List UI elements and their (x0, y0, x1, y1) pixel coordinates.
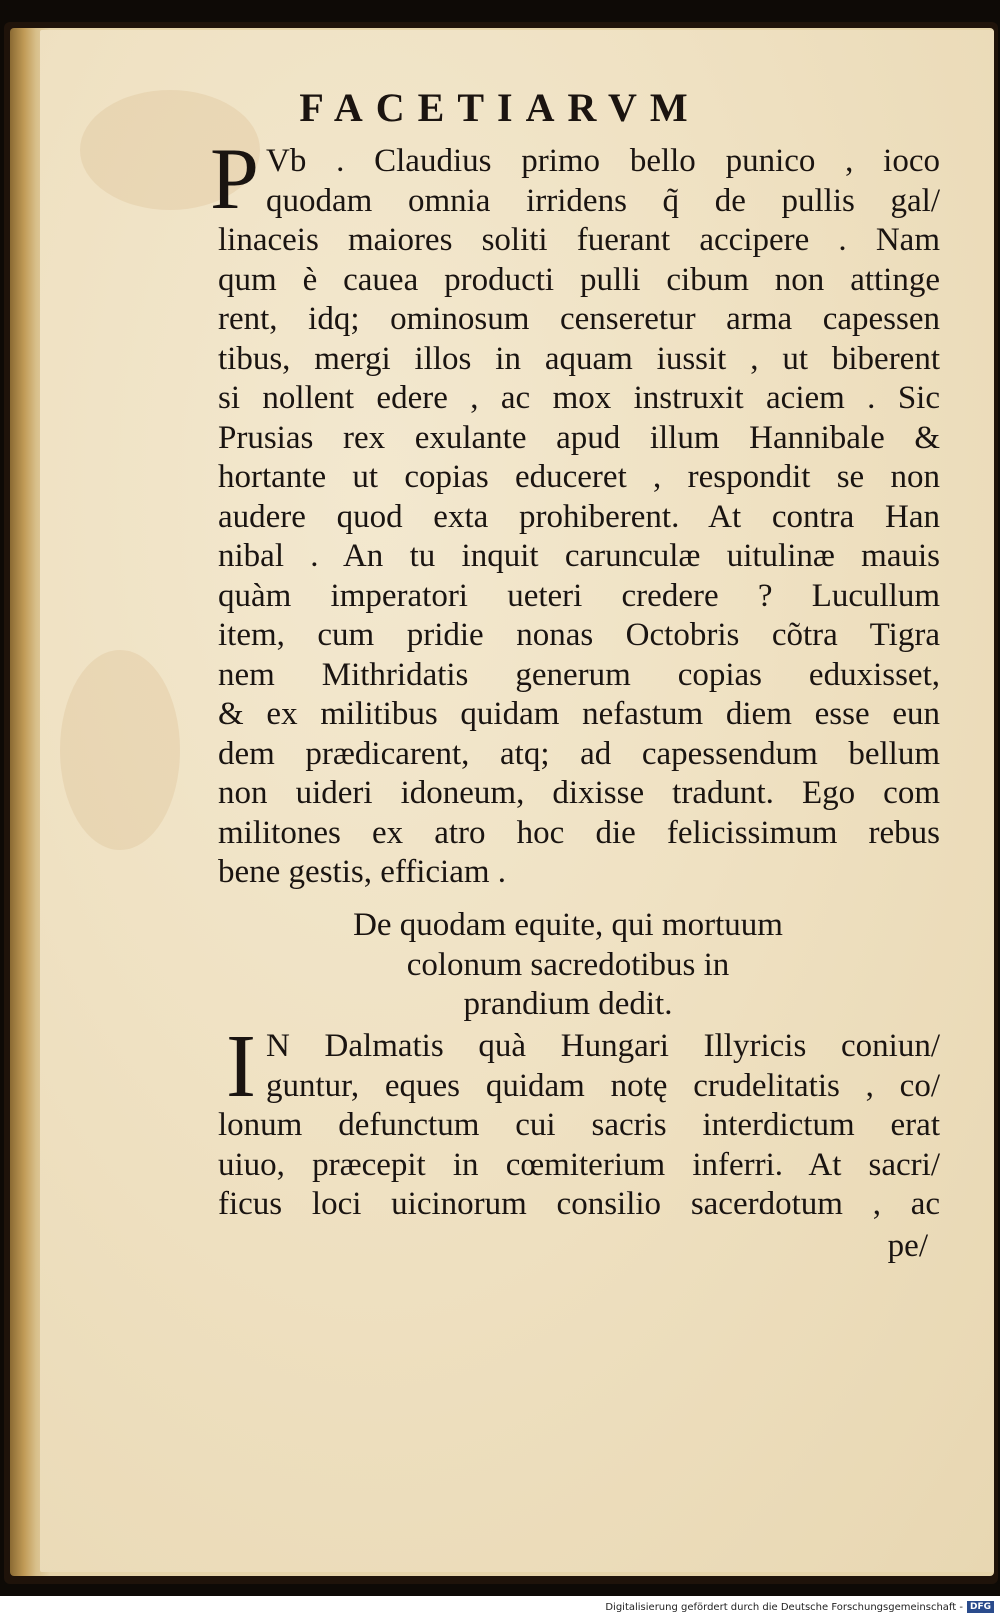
text-line: guntur, eques quidam notę crudelitatis , co/ (266, 1067, 940, 1104)
text-line: item, cum pridie nonas Octobris cõtra Tigra (218, 617, 940, 653)
text-line: bene gestis, efficiam . (218, 854, 507, 890)
drop-capital-p: P (210, 131, 259, 228)
text-line: ficus loci uicinorum consilio sacerdotum , ac (218, 1186, 940, 1222)
text-line: nem Mithridatis generum copias eduxisset, (218, 656, 940, 693)
footer-text: Digitalisierung gefördert durch die Deutsche Forschungsgemeinschaft - (605, 1601, 963, 1613)
digitization-footer (605, 1601, 994, 1613)
text-line: Vb . Claudius primo bello punico , ioco (266, 143, 940, 179)
text-line: audere quod exta prohiberent. At contra Han (218, 498, 940, 535)
text-line: rent, idq; ominosum censeretur arma capessen (218, 301, 940, 337)
section-heading (218, 906, 918, 1025)
text-line: quodam omnia irridens q̃ de pullis gal/ (266, 182, 940, 219)
text-line: militones ex atro hoc die felicissimum rebus (218, 814, 940, 851)
text-line: hortante ut copias educeret , respondit se non (218, 459, 940, 495)
text-line: uiuo, præcepit in cœmiterium inferri. At sacri/ (218, 1146, 940, 1183)
heading-line: prandium dedit. (463, 986, 673, 1022)
text-line: Prusias rex exulante apud illum Hannibale & (218, 419, 940, 456)
paragraph-2 (218, 1017, 940, 1225)
drop-capital-i: I (226, 1017, 256, 1116)
foxing-stain (60, 650, 180, 850)
heading-line: De quodam equite, qui mortuum (353, 907, 783, 943)
catchword: pe/ (887, 1228, 928, 1264)
heading-line: colonum sacredotibus in (406, 946, 730, 983)
text-line: tibus, mergi illos in aquam iussit , ut biberent (218, 340, 940, 377)
text-line: & ex militibus quidam nefastum diem esse eun (218, 696, 940, 732)
text-line: nibal . An tu inquit carunculæ uitulinæ mauis (218, 538, 940, 574)
text-line: si nollent edere , ac mox instruxit aciem . Sic (218, 380, 940, 416)
running-head: FACETIARVM (299, 85, 701, 130)
text-line: linaceis maiores soliti fuerant accipere . Nam (218, 222, 940, 258)
text-line: N Dalmatis quà Hungari Illyricis coniun/ (266, 1028, 940, 1064)
text-line: lonum defunctum cui sacris interdictum erat (218, 1107, 940, 1143)
paragraph-1 (218, 142, 940, 893)
dfg-logo[interactable]: DFG (967, 1601, 994, 1613)
text-line: qum è cauea producti pulli cibum non attinge (218, 261, 940, 298)
text-line: dem prædicarent, atq; ad capessendum bellum (218, 735, 940, 772)
text-line: non uideri idoneum, dixisse tradunt. Ego com (218, 775, 940, 811)
text-line: quàm imperatori ueteri credere ? Lucullum (218, 577, 940, 614)
